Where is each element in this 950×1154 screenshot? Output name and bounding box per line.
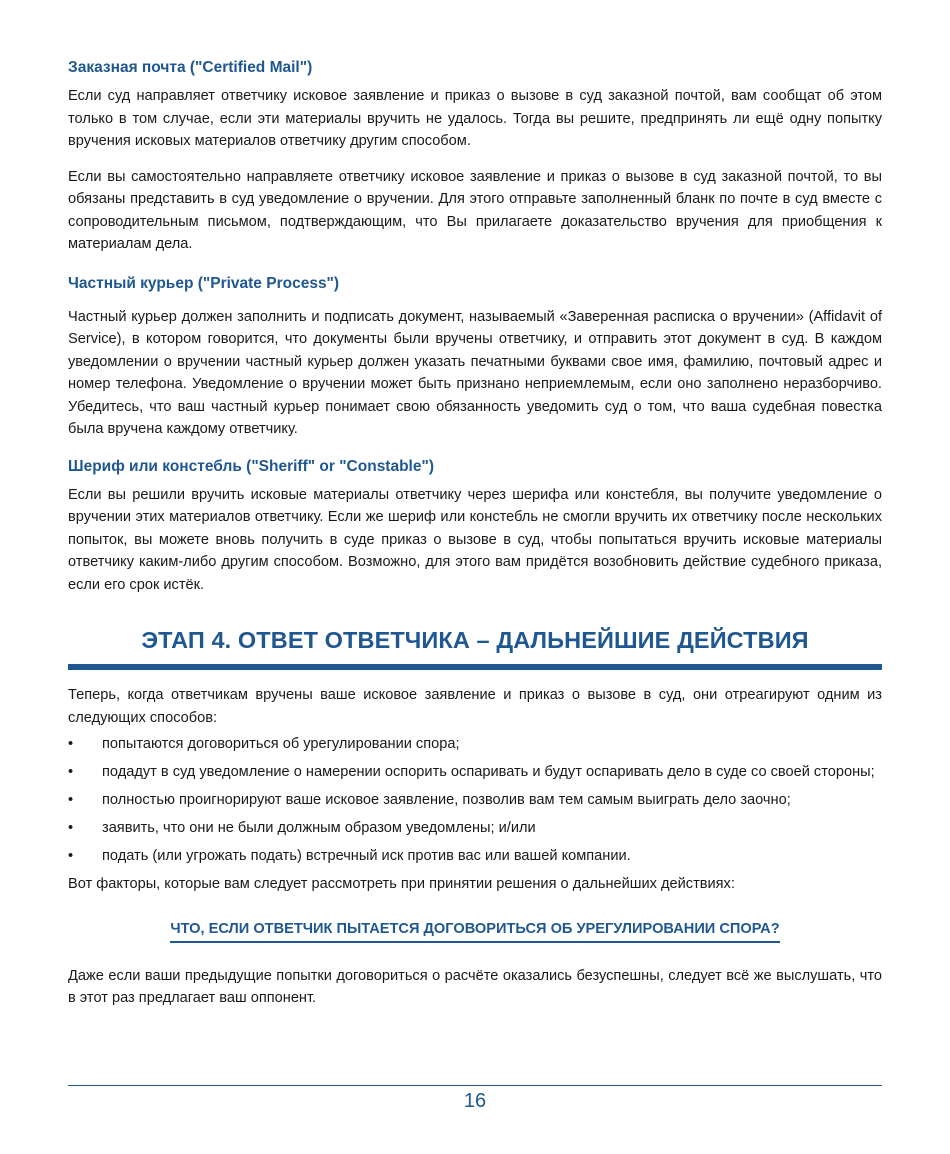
list-item-text: подать (или угрожать подать) встречный иск против вас или вашей компании. <box>102 848 631 864</box>
list-item-text: заявить, что они не были должным образом уведомлены; и/или <box>102 820 536 836</box>
section-paragraph: Если суд направляет ответчику исковое заявление и приказ о вызове в суд заказной почтой, вам сообщат об этом только в том случае, если эти материалы вручить не удалось. Тогда вы решите, предпринять ли ещё одну попытку вручения исковых материалов ответчику другим способом. <box>68 88 882 149</box>
list-item-text: подадут в суд уведомление о намерении оспорить оспаривать и будут оспаривать дело в суде со своей стороны; <box>102 764 875 780</box>
page-number: 16 <box>463 1090 487 1112</box>
list-item <box>68 789 882 811</box>
bullet-icon: • <box>68 764 74 780</box>
response-options-list <box>68 733 882 867</box>
question-paragraph: Даже если ваши предыдущие попытки договориться о расчёте оказались безуспешны, следует всё же выслушать, что в этот раз предлагает ваш оппонент. <box>68 967 882 1006</box>
bullet-icon: • <box>68 848 74 864</box>
list-item <box>68 761 882 783</box>
question-heading: ЧТО, ЕСЛИ ОТВЕТЧИК ПЫТАЕТСЯ ДОГОВОРИТЬСЯ ОБ УРЕГУЛИРОВАНИИ СПОРА? <box>170 918 779 943</box>
footer-divider <box>68 1085 882 1086</box>
section-paragraph: Если вы решили вручить исковые материалы ответчику через шерифа или констебля, вы получите уведомление о вручении этих материалов ответчику. Если же шериф или констебль не смогли вручить их ответчику после нескольких попыток, вы можете вновь получить в суде приказ о вызове в суд, чтобы попытаться вручить исковые материалы ответчику каким-либо другим способом. Возможно, для этого вам придётся возобновить действие судебного приказа, если его срок истёк. <box>68 486 882 593</box>
stage-divider <box>68 664 882 670</box>
section-heading-certified-mail: Заказная почта ("Certified Mail") <box>68 59 313 76</box>
bullet-icon: • <box>68 792 74 808</box>
section-paragraph: Частный курьер должен заполнить и подписать документ, называемый «Заверенная расписка о вручении» (Affidavit of Service), в котором говорится, что документы были вручены ответчику, и отправить этот документ в суд. В каждом уведомлении о вручении частный курьер должен указать печатными буквами свое имя, фамилию, почтовый адрес и номер телефона. Уведомление о вручении может быть признано неприемлемым, если оно заполнено неразборчиво. Убедитесь, что ваш частный курьер понимает свою обязанность уведомить суд о том, что ваша судебная повестка была вручена каждому ответчику. <box>68 308 882 437</box>
section-heading-sheriff: Шериф или констебль ("Sheriff" or "Constable") <box>68 457 434 475</box>
stage-intro: Теперь, когда ответчикам вручены ваше исковое заявление и приказ о вызове в суд, они отреагируют одним из следующих способов: <box>68 687 882 726</box>
stage-outro: Вот факторы, которые вам следует рассмотреть при принятии решения о дальнейших действиях: <box>68 876 735 892</box>
page-content <box>68 58 882 1010</box>
section-paragraph: Если вы самостоятельно направляете ответчику исковое заявление и приказ о вызове в суд заказной почтой, то вы обязаны представить в суд уведомление о вручении. Для этого отправьте заполненный бланк по почте в суд вместе с сопроводительным письмом, подтверждающим, что Вы прилагаете доказательство вручения для приобщения к материалам дела. <box>68 168 882 252</box>
bullet-icon: • <box>68 820 74 836</box>
bullet-icon: • <box>68 736 74 752</box>
list-item <box>68 733 882 755</box>
section-heading-private-process: Частный курьер ("Private Process") <box>68 274 340 292</box>
list-item-text: полностью проигнорируют ваше исковое заявление, позволив вам тем самым выиграть дело заочно; <box>102 792 791 808</box>
question-heading-wrap <box>68 918 882 943</box>
stage-title: ЭТАП 4. ОТВЕТ ОТВЕТЧИКА – ДАЛЬНЕЙШИЕ ДЕЙСТВИЯ <box>141 627 809 653</box>
list-item <box>68 817 882 839</box>
list-item-text: попытаются договориться об урегулировании спора; <box>102 736 460 752</box>
list-item <box>68 845 882 867</box>
